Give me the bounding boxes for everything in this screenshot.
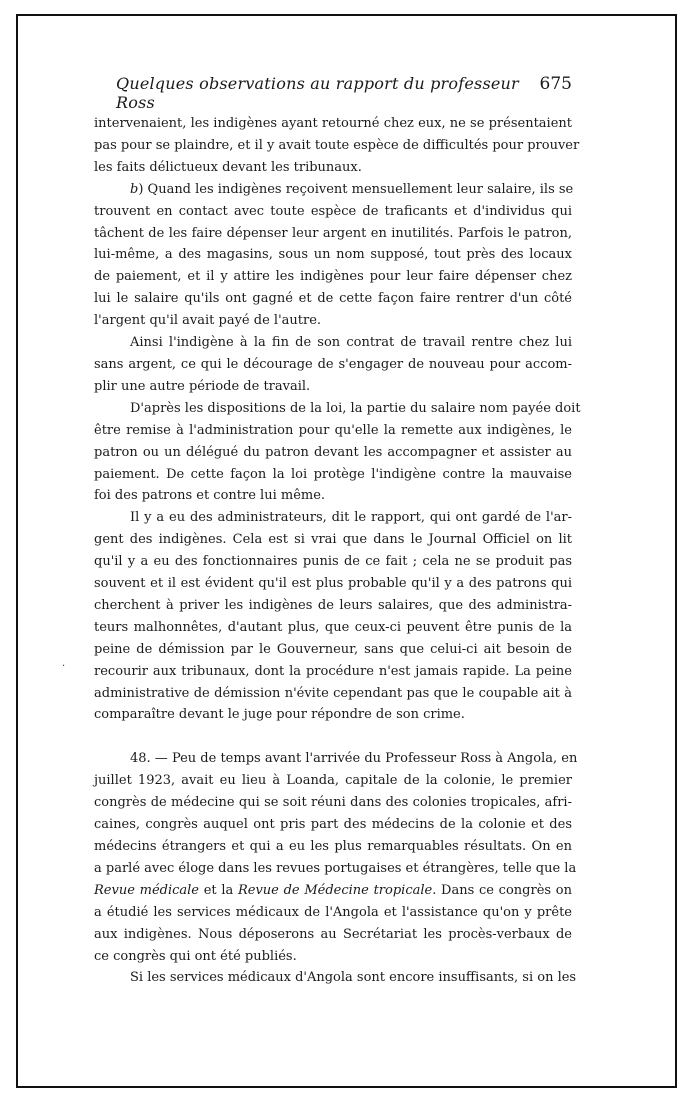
text-line: juillet 1923, avait eu lieu à Loanda, capitale de la colonie, le premier — [94, 773, 572, 789]
text-line: Revue médicale et la Revue de Médecine tropicale. Dans ce congrès on — [94, 882, 572, 898]
text-line: a parlé avec éloge dans les revues portugaises et étrangères, telle que la — [94, 860, 577, 876]
paragraph — [94, 179, 572, 332]
text-line: de paiement, et il y attire les indigènes pour leur faire dépenser chez — [94, 269, 572, 285]
paragraph — [94, 748, 578, 967]
text-line: paiement. De cette façon la loi protège l'indigène contre la mauvaise — [94, 466, 572, 482]
text-line: médecins étrangers et qui a eu les plus remarquables résultats. On en — [94, 839, 572, 854]
page-number: 675 — [539, 74, 572, 94]
text-line: patron ou un délégué du patron devant les accompagner et assister au — [94, 444, 572, 460]
text-line: qu'il y a eu des fonctionnaires punis de ce fait ; cela ne se produit pas — [94, 554, 572, 570]
text-line: comparaître devant le juge pour répondre de son crime. — [94, 707, 465, 723]
document-page — [94, 74, 581, 989]
text-line: ce congrès qui ont été publiés. — [94, 948, 297, 964]
running-title: Quelques observations au rapport du professeur Ross — [116, 74, 519, 112]
text-line: aux indigènes. Nous déposerons au Secrétariat les procès-verbaux de — [94, 926, 572, 942]
text-line: cherchent à priver les indigènes de leurs salaires, que des administra- — [94, 597, 572, 613]
text-line: Si les services médicaux d'Angola sont encore insuffisants, si on les — [130, 970, 577, 986]
text-line: b) Quand les indigènes reçoivent mensuellement leur salaire, ils se — [130, 181, 574, 197]
paragraph — [94, 113, 580, 179]
text-line: administrative de démission n'évite cependant pas que le coupable ait à — [94, 685, 572, 701]
text-line: 48. — Peu de temps avant l'arrivée du Professeur Ross à Angola, en — [130, 751, 578, 767]
text-line: teurs malhonnêtes, d'autant plus, que ceux-ci peuvent être punis de la — [94, 619, 572, 635]
text-line: sans argent, ce qui le décourage de s'engager de nouveau pour accom- — [94, 356, 572, 372]
paragraph — [94, 507, 572, 726]
text-line: tâchent de les faire dépenser leur argent en inutilités. Parfois le patron, — [94, 225, 572, 241]
text-line: D'après les dispositions de la loi, la partie du salaire nom payée doit — [130, 400, 581, 416]
text-line: Ainsi l'indigène à la fin de son contrat de travail rentre chez lui — [130, 335, 572, 351]
text-line: peine de démission par le Gouverneur, sans que celui-ci ait besoin de — [94, 641, 572, 657]
text-line: être remise à l'administration pour qu'elle la remette aux indigènes, le — [94, 422, 572, 438]
text-line: trouvent en contact avec toute espèce de traficants et d'individus qui — [94, 203, 572, 219]
body-text — [94, 113, 581, 989]
text-line: plir une autre période de travail. — [94, 378, 311, 394]
text-line: recourir aux tribunaux, dont la procédure n'est jamais rapide. La peine — [94, 663, 572, 679]
paragraph — [94, 398, 581, 508]
text-line: lui-même, a des magasins, sous un nom supposé, tout près des locaux — [94, 247, 572, 263]
text-line: caines, congrès auquel ont pris part des médecins de la colonie et des — [94, 817, 572, 833]
paragraph — [94, 332, 572, 398]
text-line: intervenaient, les indigènes ayant retourné chez eux, ne se présentaient — [94, 116, 572, 131]
paragraph — [94, 967, 577, 989]
text-line: souvent et il est évident qu'il est plus probable qu'il y a des patrons qui — [94, 576, 572, 592]
text-line: a étudié les services médicaux de l'Angola et l'assistance qu'on y prête — [94, 904, 572, 920]
section-gap — [94, 726, 572, 748]
text-line: lui le salaire qu'ils ont gagné et de cette façon faire rentrer d'un côté — [94, 291, 572, 307]
text-line: congrès de médecine qui se soit réuni dans des colonies tropicales, afri- — [94, 795, 572, 811]
running-header — [116, 74, 572, 112]
margin-mark: · — [62, 661, 66, 672]
text-line: Il y a eu des administrateurs, dit le rapport, qui ont gardé de l'ar- — [130, 510, 572, 526]
text-line: gent des indigènes. Cela est si vrai que dans le Journal Officiel on lit — [94, 532, 572, 548]
text-line: pas pour se plaindre, et il y avait toute espèce de difficultés pour prouver — [94, 137, 580, 153]
text-line: l'argent qu'il avait payé de l'autre. — [94, 313, 322, 329]
text-line: les faits délictueux devant les tribunaux. — [94, 159, 362, 175]
text-line: foi des patrons et contre lui même. — [94, 488, 326, 504]
